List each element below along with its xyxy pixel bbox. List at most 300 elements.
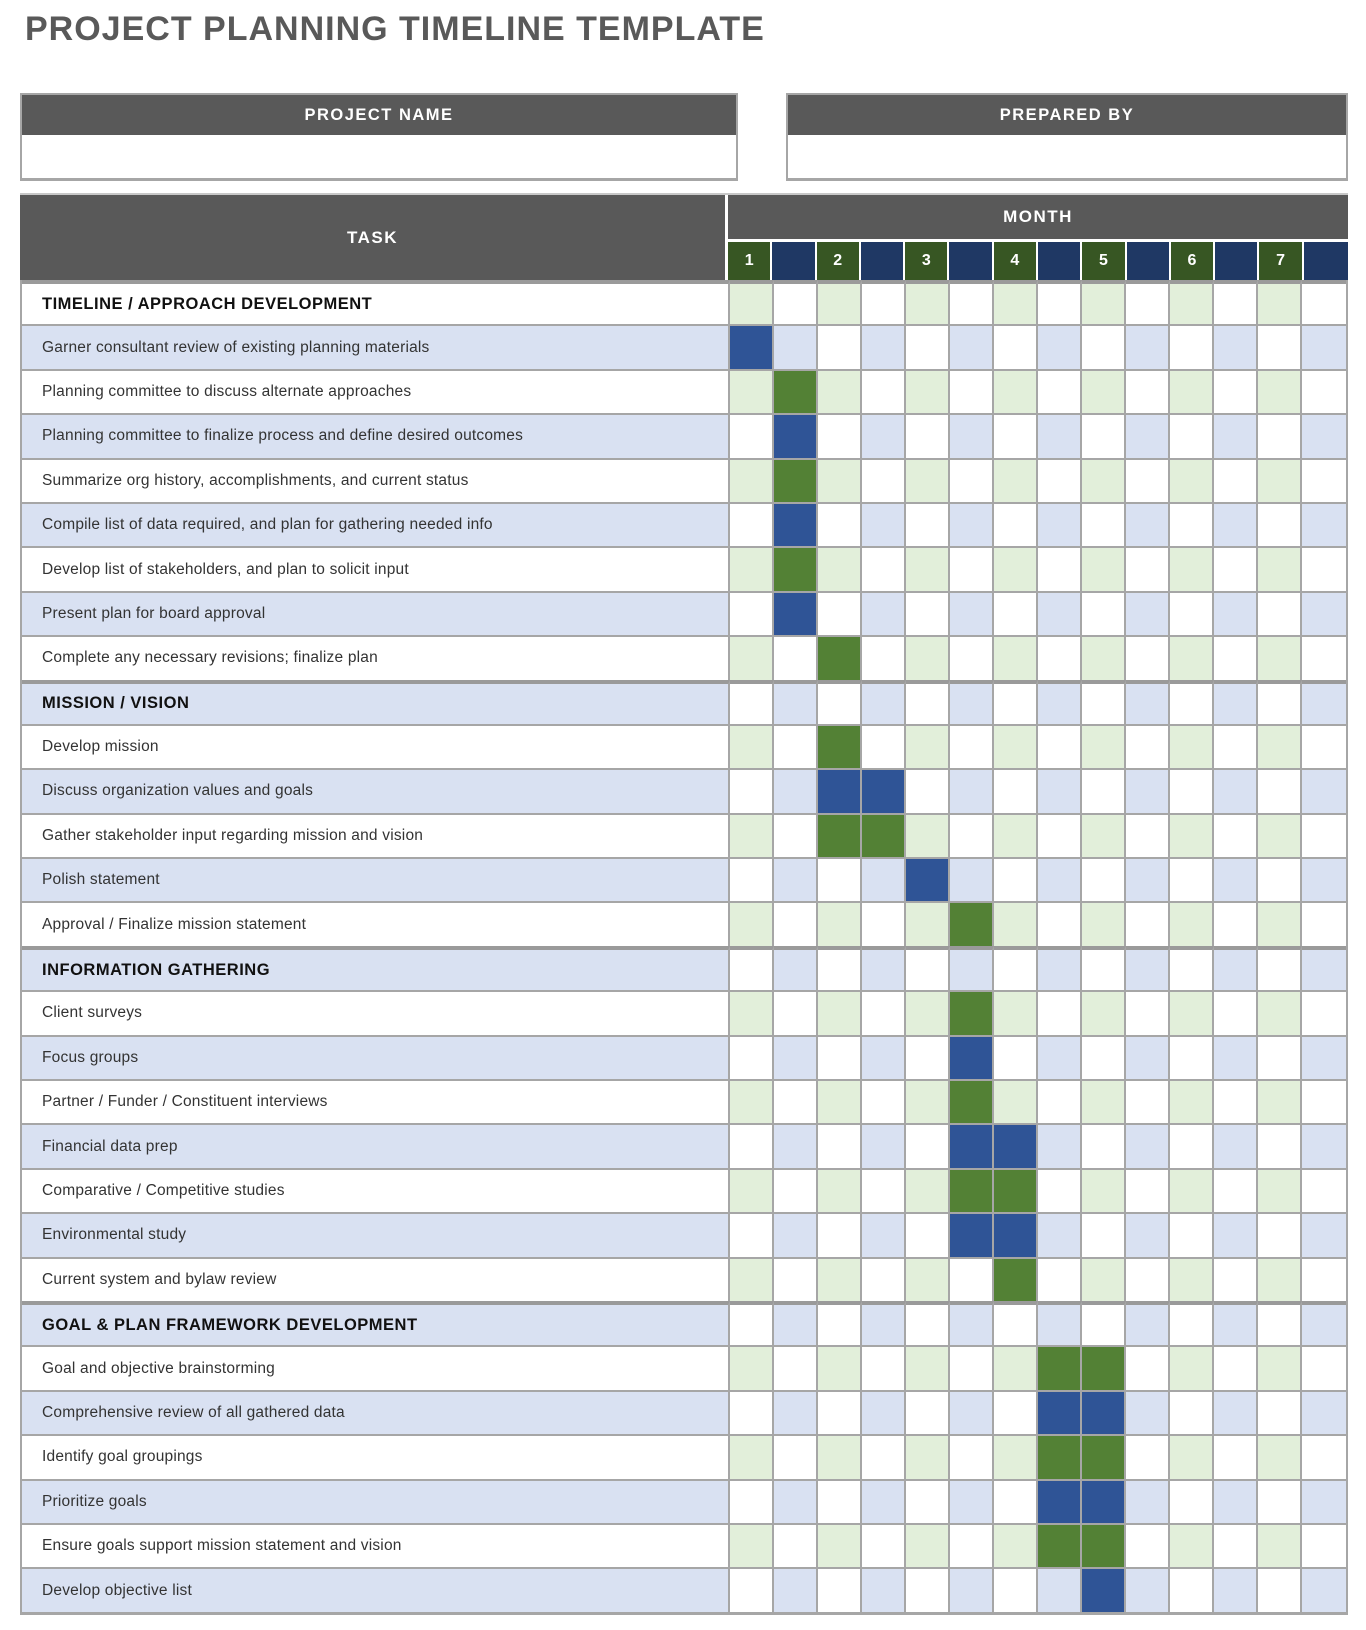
timeline-grid-cell[interactable] <box>1214 857 1258 901</box>
timeline-grid-cell[interactable] <box>1126 458 1170 502</box>
timeline-grid-cell[interactable] <box>1082 1035 1126 1079</box>
timeline-grid-cell[interactable] <box>994 768 1038 812</box>
timeline-grid-cell[interactable] <box>1126 768 1170 812</box>
timeline-grid-cell[interactable] <box>950 724 994 768</box>
timeline-grid-cell[interactable] <box>994 857 1038 901</box>
timeline-grid-cell[interactable] <box>1082 857 1126 901</box>
timeline-grid-cell[interactable] <box>994 1301 1038 1345</box>
project-name-input[interactable] <box>22 138 736 178</box>
timeline-grid-cell[interactable] <box>730 1123 774 1167</box>
timeline-grid-cell[interactable] <box>1214 546 1258 590</box>
timeline-grid-cell[interactable] <box>818 1079 862 1123</box>
timeline-grid-cell[interactable] <box>1126 1035 1170 1079</box>
timeline-grid-cell[interactable] <box>862 1345 906 1389</box>
timeline-grid-cell[interactable] <box>1126 635 1170 679</box>
timeline-grid-cell[interactable] <box>730 724 774 768</box>
timeline-grid-cell[interactable] <box>1082 1212 1126 1256</box>
timeline-bar-cell[interactable] <box>1038 1390 1082 1434</box>
timeline-grid-cell[interactable] <box>1170 546 1214 590</box>
timeline-grid-cell[interactable] <box>906 1479 950 1523</box>
timeline-grid-cell[interactable] <box>818 413 862 457</box>
timeline-grid-cell[interactable] <box>1302 680 1346 724</box>
timeline-grid-cell[interactable] <box>906 1434 950 1478</box>
timeline-grid-cell[interactable] <box>1170 458 1214 502</box>
timeline-grid-cell[interactable] <box>1082 458 1126 502</box>
timeline-grid-cell[interactable] <box>730 280 774 324</box>
timeline-grid-cell[interactable] <box>1082 546 1126 590</box>
timeline-grid-cell[interactable] <box>906 990 950 1034</box>
timeline-grid-cell[interactable] <box>950 946 994 990</box>
timeline-grid-cell[interactable] <box>1214 901 1258 945</box>
timeline-grid-cell[interactable] <box>818 1434 862 1478</box>
timeline-grid-cell[interactable] <box>994 369 1038 413</box>
timeline-grid-cell[interactable] <box>1082 813 1126 857</box>
timeline-grid-cell[interactable] <box>1214 768 1258 812</box>
timeline-grid-cell[interactable] <box>1038 768 1082 812</box>
task-label-cell[interactable]: Compile list of data required, and plan for gathering needed info <box>22 502 730 546</box>
timeline-grid-cell[interactable] <box>730 946 774 990</box>
timeline-grid-cell[interactable] <box>1082 591 1126 635</box>
timeline-grid-cell[interactable] <box>818 458 862 502</box>
timeline-grid-cell[interactable] <box>994 901 1038 945</box>
task-label-cell[interactable]: Prioritize goals <box>22 1479 730 1523</box>
timeline-grid-cell[interactable] <box>1170 1257 1214 1301</box>
timeline-grid-cell[interactable] <box>1214 1257 1258 1301</box>
timeline-grid-cell[interactable] <box>950 546 994 590</box>
timeline-grid-cell[interactable] <box>950 1390 994 1434</box>
timeline-grid-cell[interactable] <box>1302 1390 1346 1434</box>
timeline-grid-cell[interactable] <box>950 1257 994 1301</box>
task-label-cell[interactable]: Identify goal groupings <box>22 1434 730 1478</box>
timeline-grid-cell[interactable] <box>1214 724 1258 768</box>
timeline-bar-cell[interactable] <box>1038 1345 1082 1389</box>
timeline-grid-cell[interactable] <box>862 1257 906 1301</box>
timeline-grid-cell[interactable] <box>1214 1523 1258 1567</box>
timeline-grid-cell[interactable] <box>1126 591 1170 635</box>
timeline-grid-cell[interactable] <box>1302 280 1346 324</box>
timeline-grid-cell[interactable] <box>1082 768 1126 812</box>
timeline-bar-cell[interactable] <box>906 857 950 901</box>
timeline-grid-cell[interactable] <box>1302 1345 1346 1389</box>
task-label-cell[interactable]: Complete any necessary revisions; finalize plan <box>22 635 730 679</box>
timeline-grid-cell[interactable] <box>1302 502 1346 546</box>
timeline-grid-cell[interactable] <box>994 990 1038 1034</box>
timeline-grid-cell[interactable] <box>906 1035 950 1079</box>
timeline-grid-cell[interactable] <box>1170 1212 1214 1256</box>
task-label-cell[interactable]: Ensure goals support mission statement and vision <box>22 1523 730 1567</box>
timeline-grid-cell[interactable] <box>1082 1301 1126 1345</box>
timeline-grid-cell[interactable] <box>1082 901 1126 945</box>
timeline-grid-cell[interactable] <box>1126 857 1170 901</box>
timeline-bar-cell[interactable] <box>1082 1434 1126 1478</box>
timeline-grid-cell[interactable] <box>1126 1479 1170 1523</box>
timeline-grid-cell[interactable] <box>950 857 994 901</box>
timeline-grid-cell[interactable] <box>1258 1523 1302 1567</box>
timeline-grid-cell[interactable] <box>1170 502 1214 546</box>
timeline-grid-cell[interactable] <box>950 1567 994 1611</box>
timeline-grid-cell[interactable] <box>818 946 862 990</box>
timeline-grid-cell[interactable] <box>818 1035 862 1079</box>
timeline-grid-cell[interactable] <box>818 1345 862 1389</box>
timeline-grid-cell[interactable] <box>862 1168 906 1212</box>
timeline-grid-cell[interactable] <box>1302 1301 1346 1345</box>
timeline-bar-cell[interactable] <box>950 1035 994 1079</box>
timeline-bar-cell[interactable] <box>818 768 862 812</box>
timeline-grid-cell[interactable] <box>1258 1345 1302 1389</box>
task-label-cell[interactable]: Financial data prep <box>22 1123 730 1167</box>
timeline-grid-cell[interactable] <box>1214 413 1258 457</box>
timeline-grid-cell[interactable] <box>906 1390 950 1434</box>
timeline-grid-cell[interactable] <box>818 1301 862 1345</box>
timeline-grid-cell[interactable] <box>906 280 950 324</box>
timeline-grid-cell[interactable] <box>1082 1123 1126 1167</box>
timeline-grid-cell[interactable] <box>906 901 950 945</box>
timeline-grid-cell[interactable] <box>1038 1301 1082 1345</box>
timeline-bar-cell[interactable] <box>1082 1390 1126 1434</box>
timeline-grid-cell[interactable] <box>1038 369 1082 413</box>
timeline-grid-cell[interactable] <box>1038 1123 1082 1167</box>
timeline-grid-cell[interactable] <box>774 1301 818 1345</box>
task-label-cell[interactable]: Develop objective list <box>22 1567 730 1611</box>
timeline-grid-cell[interactable] <box>1302 857 1346 901</box>
timeline-grid-cell[interactable] <box>862 1390 906 1434</box>
timeline-grid-cell[interactable] <box>1038 458 1082 502</box>
timeline-grid-cell[interactable] <box>1214 280 1258 324</box>
timeline-grid-cell[interactable] <box>818 1212 862 1256</box>
timeline-grid-cell[interactable] <box>1214 1434 1258 1478</box>
timeline-grid-cell[interactable] <box>862 502 906 546</box>
timeline-grid-cell[interactable] <box>862 458 906 502</box>
timeline-grid-cell[interactable] <box>774 724 818 768</box>
timeline-grid-cell[interactable] <box>818 857 862 901</box>
timeline-grid-cell[interactable] <box>906 413 950 457</box>
timeline-grid-cell[interactable] <box>1038 1168 1082 1212</box>
timeline-grid-cell[interactable] <box>906 813 950 857</box>
timeline-bar-cell[interactable] <box>862 813 906 857</box>
timeline-grid-cell[interactable] <box>774 1479 818 1523</box>
timeline-grid-cell[interactable] <box>950 280 994 324</box>
timeline-grid-cell[interactable] <box>1126 724 1170 768</box>
task-label-cell[interactable]: Develop list of stakeholders, and plan to solicit input <box>22 546 730 590</box>
timeline-grid-cell[interactable] <box>862 591 906 635</box>
timeline-grid-cell[interactable] <box>730 857 774 901</box>
timeline-grid-cell[interactable] <box>1126 1212 1170 1256</box>
timeline-grid-cell[interactable] <box>994 1035 1038 1079</box>
timeline-grid-cell[interactable] <box>730 1523 774 1567</box>
timeline-grid-cell[interactable] <box>1258 1434 1302 1478</box>
timeline-grid-cell[interactable] <box>1302 1434 1346 1478</box>
timeline-grid-cell[interactable] <box>730 369 774 413</box>
timeline-grid-cell[interactable] <box>906 591 950 635</box>
timeline-grid-cell[interactable] <box>906 724 950 768</box>
timeline-grid-cell[interactable] <box>730 413 774 457</box>
timeline-grid-cell[interactable] <box>818 1257 862 1301</box>
timeline-grid-cell[interactable] <box>730 1257 774 1301</box>
task-label-cell[interactable]: Planning committee to discuss alternate approaches <box>22 369 730 413</box>
timeline-grid-cell[interactable] <box>730 1479 774 1523</box>
timeline-grid-cell[interactable] <box>1258 901 1302 945</box>
timeline-grid-cell[interactable] <box>950 1523 994 1567</box>
task-label-cell[interactable]: Goal and objective brainstorming <box>22 1345 730 1389</box>
timeline-grid-cell[interactable] <box>1258 458 1302 502</box>
timeline-grid-cell[interactable] <box>950 413 994 457</box>
task-label-cell[interactable]: Current system and bylaw review <box>22 1257 730 1301</box>
timeline-grid-cell[interactable] <box>862 990 906 1034</box>
timeline-grid-cell[interactable] <box>1302 901 1346 945</box>
timeline-grid-cell[interactable] <box>730 1390 774 1434</box>
timeline-grid-cell[interactable] <box>1082 280 1126 324</box>
timeline-grid-cell[interactable] <box>1170 1123 1214 1167</box>
section-header-cell[interactable]: TIMELINE / APPROACH DEVELOPMENT <box>22 280 730 324</box>
timeline-grid-cell[interactable] <box>1258 1301 1302 1345</box>
timeline-grid-cell[interactable] <box>950 1479 994 1523</box>
timeline-grid-cell[interactable] <box>862 413 906 457</box>
timeline-grid-cell[interactable] <box>1302 1168 1346 1212</box>
timeline-grid-cell[interactable] <box>1170 280 1214 324</box>
timeline-grid-cell[interactable] <box>1126 1434 1170 1478</box>
timeline-grid-cell[interactable] <box>1126 1567 1170 1611</box>
timeline-grid-cell[interactable] <box>818 591 862 635</box>
timeline-grid-cell[interactable] <box>1214 1212 1258 1256</box>
timeline-grid-cell[interactable] <box>862 324 906 368</box>
task-label-cell[interactable]: Present plan for board approval <box>22 591 730 635</box>
timeline-bar-cell[interactable] <box>994 1212 1038 1256</box>
timeline-grid-cell[interactable] <box>774 1257 818 1301</box>
timeline-bar-cell[interactable] <box>774 546 818 590</box>
timeline-bar-cell[interactable] <box>774 413 818 457</box>
timeline-grid-cell[interactable] <box>1302 458 1346 502</box>
timeline-grid-cell[interactable] <box>994 680 1038 724</box>
task-label-cell[interactable]: Environmental study <box>22 1212 730 1256</box>
timeline-grid-cell[interactable] <box>1038 324 1082 368</box>
timeline-grid-cell[interactable] <box>1214 680 1258 724</box>
timeline-grid-cell[interactable] <box>1126 1523 1170 1567</box>
section-header-cell[interactable]: GOAL & PLAN FRAMEWORK DEVELOPMENT <box>22 1301 730 1345</box>
timeline-grid-cell[interactable] <box>1038 280 1082 324</box>
timeline-grid-cell[interactable] <box>1214 813 1258 857</box>
timeline-grid-cell[interactable] <box>1258 946 1302 990</box>
timeline-grid-cell[interactable] <box>906 546 950 590</box>
timeline-grid-cell[interactable] <box>1258 1168 1302 1212</box>
timeline-grid-cell[interactable] <box>1302 1035 1346 1079</box>
task-label-cell[interactable]: Planning committee to finalize process and define desired outcomes <box>22 413 730 457</box>
timeline-grid-cell[interactable] <box>994 413 1038 457</box>
timeline-bar-cell[interactable] <box>1082 1567 1126 1611</box>
timeline-grid-cell[interactable] <box>1214 1079 1258 1123</box>
timeline-grid-cell[interactable] <box>1214 369 1258 413</box>
timeline-grid-cell[interactable] <box>1258 1079 1302 1123</box>
timeline-bar-cell[interactable] <box>1082 1345 1126 1389</box>
timeline-grid-cell[interactable] <box>730 1035 774 1079</box>
timeline-grid-cell[interactable] <box>1258 1123 1302 1167</box>
timeline-grid-cell[interactable] <box>774 990 818 1034</box>
timeline-grid-cell[interactable] <box>862 857 906 901</box>
timeline-grid-cell[interactable] <box>1126 680 1170 724</box>
timeline-grid-cell[interactable] <box>1258 1212 1302 1256</box>
timeline-grid-cell[interactable] <box>1258 990 1302 1034</box>
timeline-grid-cell[interactable] <box>1126 324 1170 368</box>
timeline-grid-cell[interactable] <box>906 1567 950 1611</box>
timeline-grid-cell[interactable] <box>774 680 818 724</box>
timeline-grid-cell[interactable] <box>862 369 906 413</box>
timeline-bar-cell[interactable] <box>818 724 862 768</box>
timeline-grid-cell[interactable] <box>774 1212 818 1256</box>
timeline-grid-cell[interactable] <box>818 1567 862 1611</box>
timeline-grid-cell[interactable] <box>994 1079 1038 1123</box>
timeline-grid-cell[interactable] <box>1170 635 1214 679</box>
timeline-grid-cell[interactable] <box>1126 946 1170 990</box>
timeline-grid-cell[interactable] <box>730 1345 774 1389</box>
timeline-grid-cell[interactable] <box>862 1079 906 1123</box>
timeline-grid-cell[interactable] <box>1170 901 1214 945</box>
task-label-cell[interactable]: Polish statement <box>22 857 730 901</box>
timeline-grid-cell[interactable] <box>994 458 1038 502</box>
timeline-grid-cell[interactable] <box>1038 946 1082 990</box>
timeline-grid-cell[interactable] <box>1082 324 1126 368</box>
timeline-grid-cell[interactable] <box>1258 413 1302 457</box>
timeline-grid-cell[interactable] <box>730 458 774 502</box>
timeline-grid-cell[interactable] <box>774 1168 818 1212</box>
timeline-bar-cell[interactable] <box>1038 1523 1082 1567</box>
task-label-cell[interactable]: Comprehensive review of all gathered data <box>22 1390 730 1434</box>
timeline-grid-cell[interactable] <box>774 857 818 901</box>
timeline-grid-cell[interactable] <box>774 946 818 990</box>
timeline-bar-cell[interactable] <box>994 1168 1038 1212</box>
timeline-grid-cell[interactable] <box>1302 1257 1346 1301</box>
timeline-grid-cell[interactable] <box>774 1345 818 1389</box>
timeline-grid-cell[interactable] <box>1126 1257 1170 1301</box>
timeline-grid-cell[interactable] <box>994 1434 1038 1478</box>
timeline-grid-cell[interactable] <box>862 680 906 724</box>
timeline-grid-cell[interactable] <box>774 768 818 812</box>
timeline-grid-cell[interactable] <box>818 901 862 945</box>
timeline-grid-cell[interactable] <box>1170 324 1214 368</box>
timeline-grid-cell[interactable] <box>994 724 1038 768</box>
timeline-grid-cell[interactable] <box>1038 724 1082 768</box>
timeline-grid-cell[interactable] <box>1126 1079 1170 1123</box>
timeline-grid-cell[interactable] <box>906 1212 950 1256</box>
timeline-grid-cell[interactable] <box>1170 768 1214 812</box>
task-label-cell[interactable]: Comparative / Competitive studies <box>22 1168 730 1212</box>
timeline-grid-cell[interactable] <box>1126 413 1170 457</box>
timeline-grid-cell[interactable] <box>950 591 994 635</box>
timeline-grid-cell[interactable] <box>950 1301 994 1345</box>
timeline-bar-cell[interactable] <box>950 1123 994 1167</box>
timeline-grid-cell[interactable] <box>1258 813 1302 857</box>
timeline-grid-cell[interactable] <box>950 813 994 857</box>
timeline-bar-cell[interactable] <box>994 1257 1038 1301</box>
timeline-grid-cell[interactable] <box>1214 1301 1258 1345</box>
timeline-grid-cell[interactable] <box>1082 946 1126 990</box>
timeline-grid-cell[interactable] <box>1126 369 1170 413</box>
timeline-grid-cell[interactable] <box>950 635 994 679</box>
timeline-grid-cell[interactable] <box>906 680 950 724</box>
timeline-grid-cell[interactable] <box>994 546 1038 590</box>
timeline-grid-cell[interactable] <box>818 1168 862 1212</box>
timeline-grid-cell[interactable] <box>1170 1079 1214 1123</box>
task-label-cell[interactable]: Summarize org history, accomplishments, and current status <box>22 458 730 502</box>
timeline-grid-cell[interactable] <box>774 1035 818 1079</box>
timeline-grid-cell[interactable] <box>1082 1079 1126 1123</box>
timeline-grid-cell[interactable] <box>1082 680 1126 724</box>
timeline-grid-cell[interactable] <box>1170 1523 1214 1567</box>
timeline-grid-cell[interactable] <box>1214 324 1258 368</box>
timeline-grid-cell[interactable] <box>1126 1301 1170 1345</box>
timeline-grid-cell[interactable] <box>1038 546 1082 590</box>
task-label-cell[interactable]: Gather stakeholder input regarding mission and vision <box>22 813 730 857</box>
timeline-grid-cell[interactable] <box>1302 724 1346 768</box>
timeline-grid-cell[interactable] <box>1082 1168 1126 1212</box>
timeline-grid-cell[interactable] <box>1258 857 1302 901</box>
timeline-grid-cell[interactable] <box>1082 724 1126 768</box>
timeline-bar-cell[interactable] <box>862 768 906 812</box>
timeline-grid-cell[interactable] <box>1258 324 1302 368</box>
timeline-grid-cell[interactable] <box>862 1212 906 1256</box>
timeline-grid-cell[interactable] <box>1170 413 1214 457</box>
timeline-grid-cell[interactable] <box>994 946 1038 990</box>
timeline-grid-cell[interactable] <box>1170 1301 1214 1345</box>
timeline-bar-cell[interactable] <box>1038 1434 1082 1478</box>
timeline-grid-cell[interactable] <box>950 768 994 812</box>
timeline-grid-cell[interactable] <box>1038 635 1082 679</box>
timeline-grid-cell[interactable] <box>1258 546 1302 590</box>
timeline-grid-cell[interactable] <box>994 1523 1038 1567</box>
timeline-grid-cell[interactable] <box>1302 1079 1346 1123</box>
timeline-grid-cell[interactable] <box>1258 680 1302 724</box>
timeline-grid-cell[interactable] <box>994 1479 1038 1523</box>
timeline-grid-cell[interactable] <box>1170 1345 1214 1389</box>
timeline-grid-cell[interactable] <box>1258 502 1302 546</box>
timeline-grid-cell[interactable] <box>950 369 994 413</box>
timeline-grid-cell[interactable] <box>1258 280 1302 324</box>
timeline-grid-cell[interactable] <box>1302 768 1346 812</box>
timeline-grid-cell[interactable] <box>906 1079 950 1123</box>
timeline-grid-cell[interactable] <box>1038 813 1082 857</box>
timeline-grid-cell[interactable] <box>906 1345 950 1389</box>
timeline-grid-cell[interactable] <box>1170 1567 1214 1611</box>
timeline-grid-cell[interactable] <box>1038 1035 1082 1079</box>
timeline-grid-cell[interactable] <box>994 324 1038 368</box>
timeline-grid-cell[interactable] <box>1082 1257 1126 1301</box>
timeline-grid-cell[interactable] <box>730 591 774 635</box>
timeline-grid-cell[interactable] <box>950 1434 994 1478</box>
timeline-grid-cell[interactable] <box>994 591 1038 635</box>
timeline-grid-cell[interactable] <box>1038 680 1082 724</box>
timeline-grid-cell[interactable] <box>1170 369 1214 413</box>
task-label-cell[interactable]: Approval / Finalize mission statement <box>22 901 730 945</box>
timeline-grid-cell[interactable] <box>1082 502 1126 546</box>
timeline-grid-cell[interactable] <box>1258 591 1302 635</box>
timeline-grid-cell[interactable] <box>818 680 862 724</box>
timeline-grid-cell[interactable] <box>1258 1390 1302 1434</box>
timeline-grid-cell[interactable] <box>1082 413 1126 457</box>
timeline-bar-cell[interactable] <box>1082 1523 1126 1567</box>
timeline-grid-cell[interactable] <box>1038 1567 1082 1611</box>
timeline-grid-cell[interactable] <box>906 635 950 679</box>
timeline-bar-cell[interactable] <box>950 901 994 945</box>
timeline-grid-cell[interactable] <box>1302 1479 1346 1523</box>
timeline-grid-cell[interactable] <box>818 369 862 413</box>
timeline-grid-cell[interactable] <box>950 1345 994 1389</box>
timeline-grid-cell[interactable] <box>862 280 906 324</box>
task-label-cell[interactable]: Develop mission <box>22 724 730 768</box>
task-label-cell[interactable]: Discuss organization values and goals <box>22 768 730 812</box>
timeline-grid-cell[interactable] <box>906 458 950 502</box>
timeline-grid-cell[interactable] <box>862 546 906 590</box>
timeline-bar-cell[interactable] <box>774 369 818 413</box>
timeline-grid-cell[interactable] <box>1126 813 1170 857</box>
timeline-grid-cell[interactable] <box>1038 413 1082 457</box>
